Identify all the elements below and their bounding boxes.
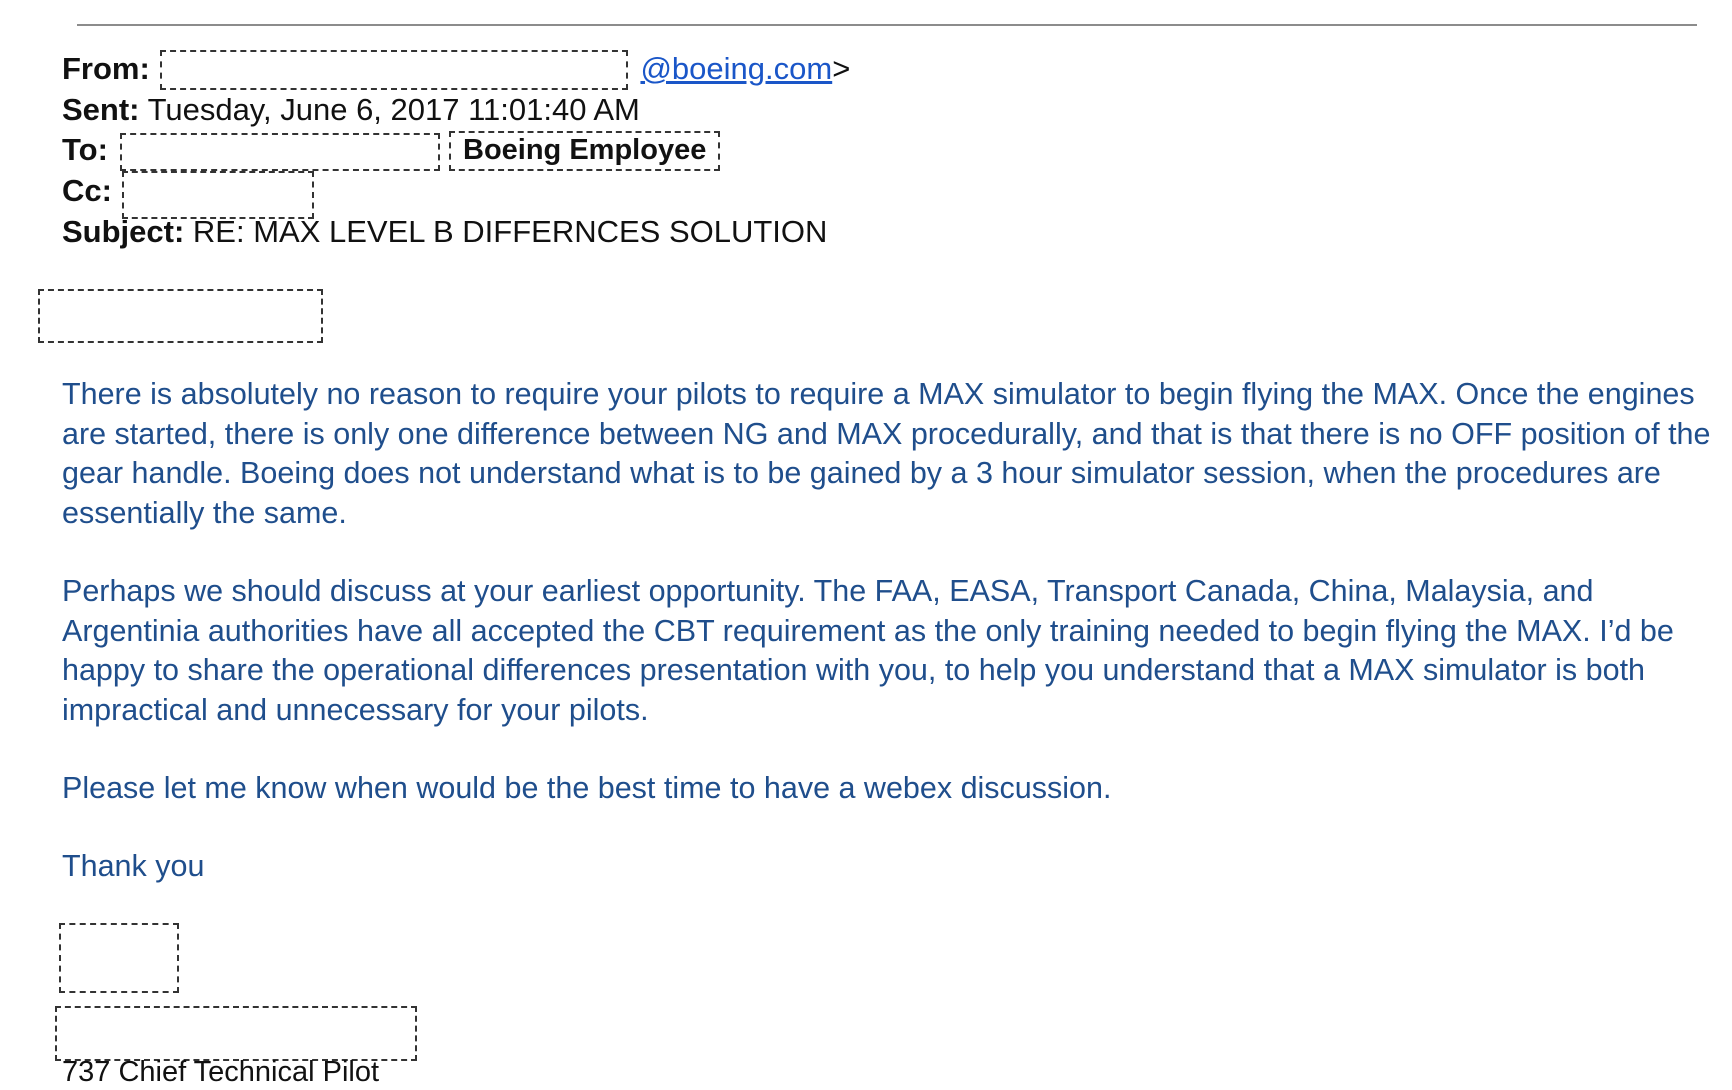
cc-row	[62, 173, 112, 209]
greeting-redaction-box	[38, 289, 323, 343]
from-email-domain[interactable]: @boeing.com	[640, 51, 833, 86]
cc-label: Cc:	[62, 173, 112, 208]
to-redaction-box	[120, 133, 440, 171]
to-row	[62, 132, 108, 168]
body-paragraph-1: There is absolutely no reason to require your pilots to require a MAX simulator to begin flying the MAX. Once the engines are started, there is only one difference between NG and MAX procedurally, and that is that there is no OFF position of the gear handle. Boeing does not understand what is to be gained by a 3 hour simulator session, when the procedures are essentially the same.	[62, 377, 1711, 530]
cc-redaction-box	[122, 171, 314, 219]
signature-detail-redaction-box	[55, 1006, 417, 1061]
sent-value: Tuesday, June 6, 2017 11:01:40 AM	[147, 92, 640, 127]
signature-title: 737 Chief Technical Pilot	[62, 1056, 380, 1088]
from-label: From:	[62, 51, 150, 86]
subject-value: RE: MAX LEVEL B DIFFERNCES SOLUTION	[192, 214, 828, 249]
sent-label: Sent:	[62, 92, 140, 127]
sent-row	[62, 92, 640, 128]
signature-name-redaction-box	[59, 923, 179, 993]
from-redaction-box	[160, 50, 628, 90]
body-paragraph-2: Perhaps we should discuss at your earliest opportunity. The FAA, EASA, Transport Canada, China, Malaysia, and Argentinia authorities have all accepted the CBT requirement as the only training needed to begin flying the MAX. I’d be happy to share the operational differences presentation with you, to help you understand that a MAX simulator is both impractical and unnecessary for your pilots.	[62, 574, 1674, 727]
from-suffix: >	[832, 51, 851, 86]
top-divider	[77, 24, 1697, 26]
to-label: To:	[62, 132, 108, 167]
subject-row	[62, 214, 827, 250]
body-closing: Thank you	[62, 849, 205, 883]
subject-label: Subject:	[62, 214, 185, 249]
body-paragraph-3: Please let me know when would be the best time to have a webex discussion.	[62, 771, 1112, 805]
to-employee-tag: Boeing Employee	[449, 131, 720, 171]
